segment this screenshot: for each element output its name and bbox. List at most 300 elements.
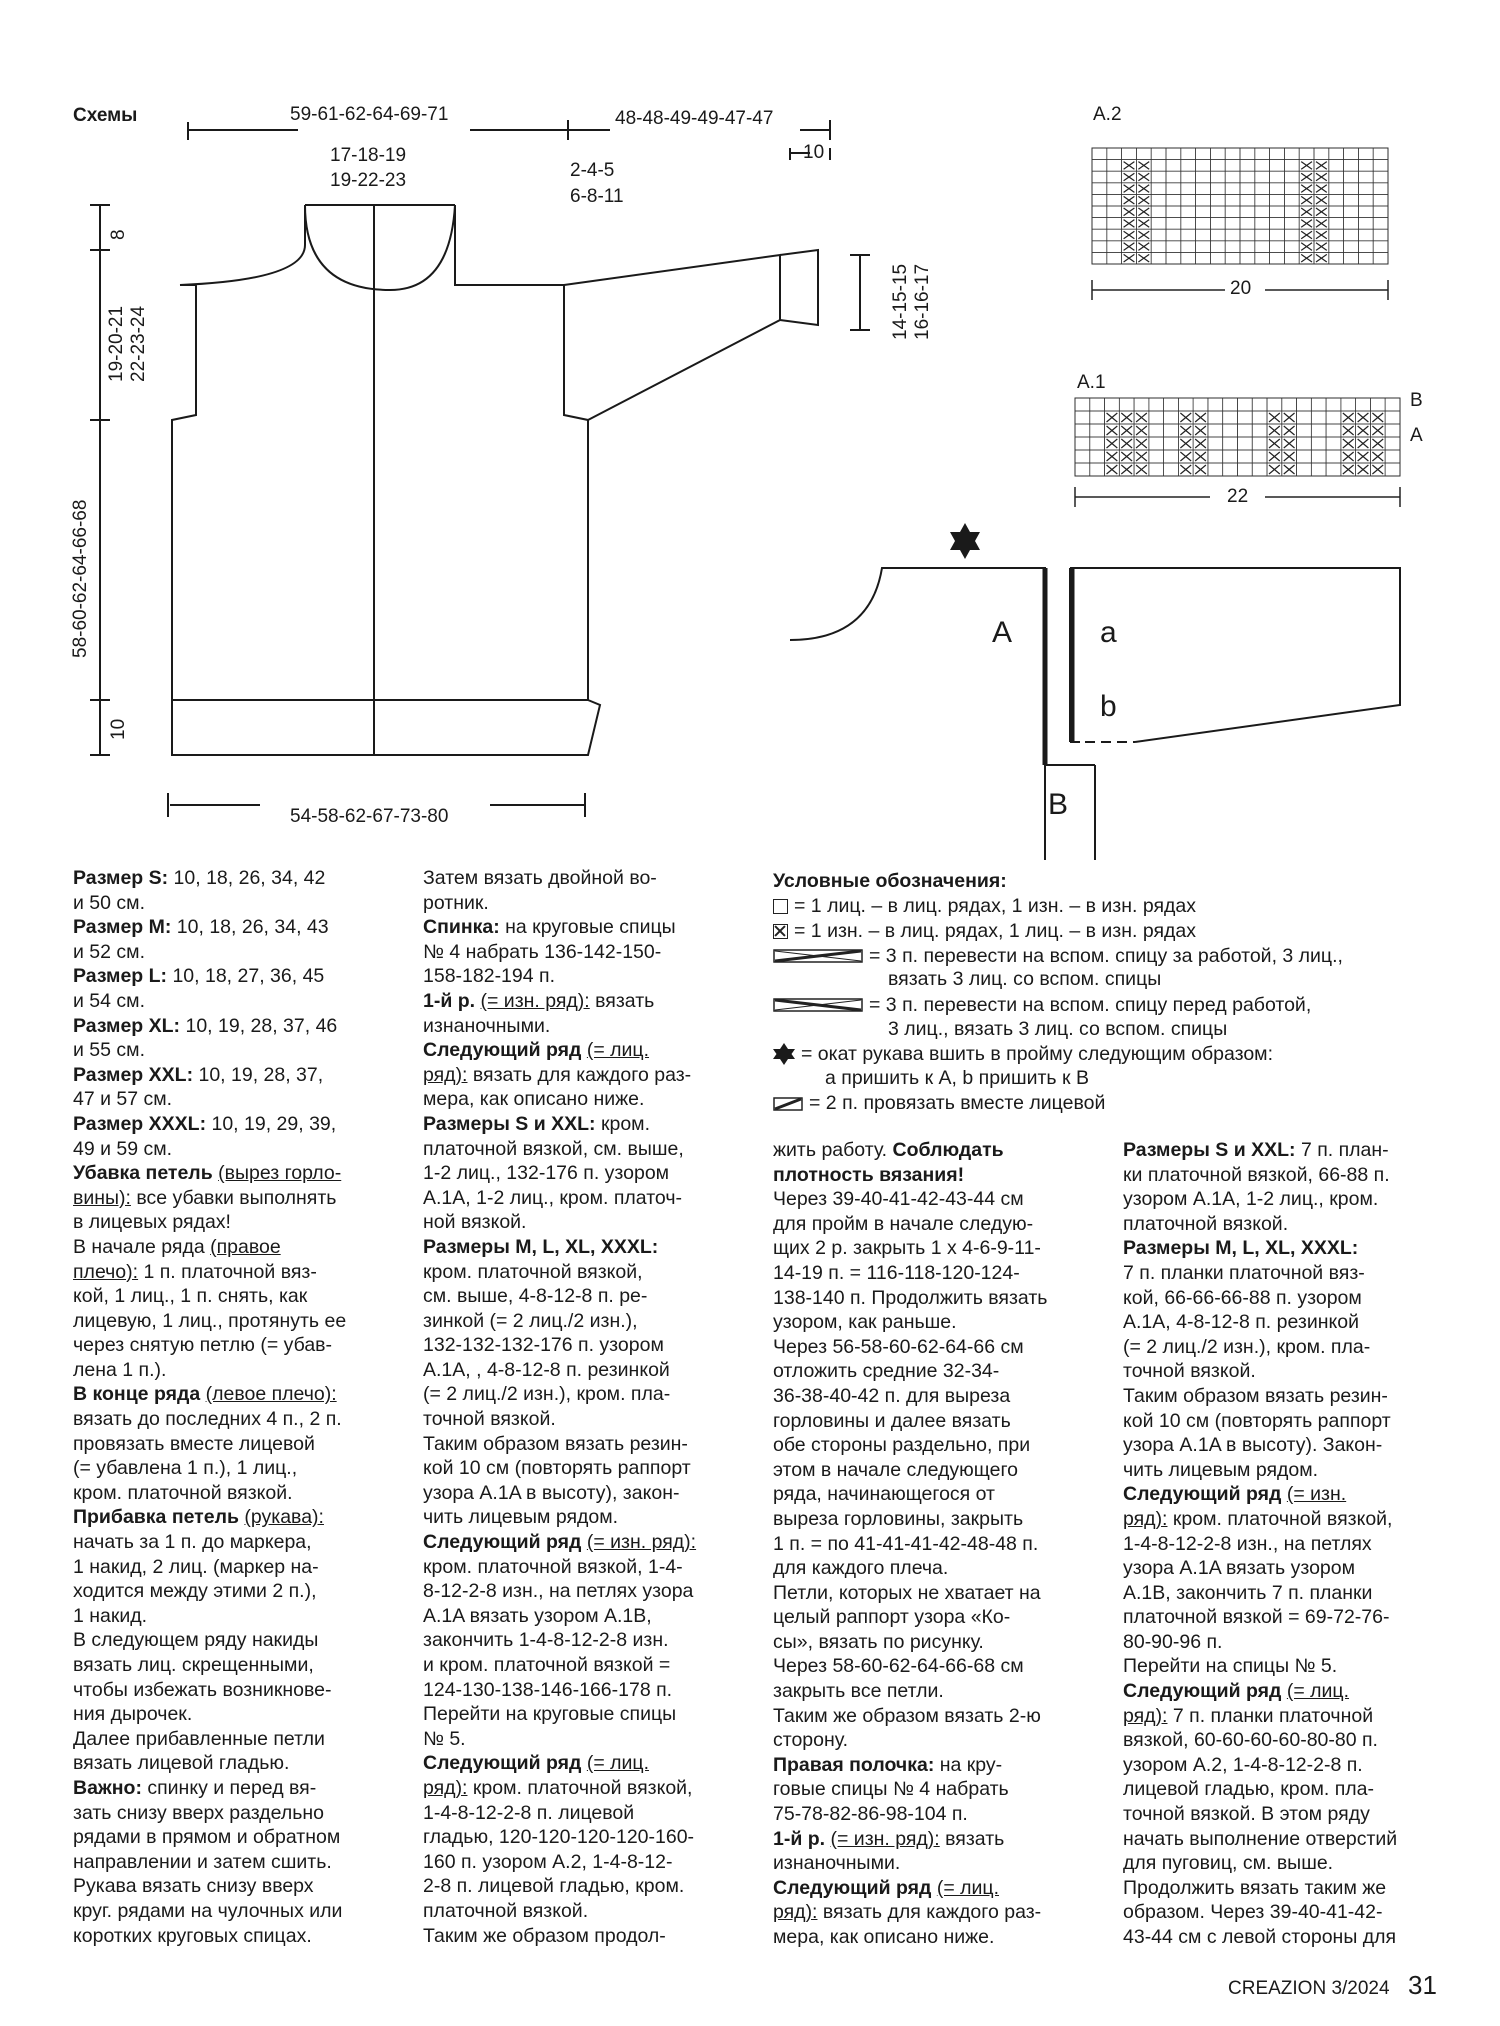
body-text: кром. платочной вязкой, [423,1260,643,1283]
chart-cell [1166,183,1181,195]
purl-mark [1316,254,1327,262]
chart-cell [1370,398,1385,411]
body-text: сторону. [773,1729,848,1752]
purl-mark [1269,426,1280,435]
bold-text: Следующий ряд [1123,1483,1282,1506]
chart-cell [1090,411,1105,424]
bold-text: Соблюдать [892,1139,1004,1161]
body-text: Перейти на круговые спицы [423,1703,677,1726]
body-text: изнаночными. [423,1014,551,1037]
underlined-text: (= изн. ряд): [586,1531,697,1554]
underlined-text: (= лиц. [936,1876,1000,1899]
body-text: образом. Через 39-40-41-42- [1123,1901,1383,1924]
chart-cell [1151,148,1166,160]
body-text: 49 и 59 см. [73,1137,173,1160]
chart-cell [1149,450,1164,463]
purl-mark [1107,413,1118,422]
body-text: гладью, 120-120-120-120-160- [423,1826,695,1849]
purl-mark [1195,439,1206,448]
chart-cell [1344,148,1359,160]
chart-cell [1075,450,1090,463]
chart-cell [1225,148,1240,160]
body-text: целый раппорт узора «Ко- [773,1606,1011,1629]
chart-cell [1105,398,1120,411]
purl-mark [1107,452,1118,461]
chart-cell [1358,194,1373,206]
body-text: Продолжить вязать таким же [1123,1876,1387,1899]
purl-mark [1301,220,1312,228]
body-text: A.1A, 4-8-12-8 п. резинкой [1123,1311,1359,1334]
chart-cell [1136,148,1151,160]
chart-cell [1164,463,1179,476]
chart-cell [1344,229,1359,241]
dim-top-sleeve: 48-48-49-49-47-47 [615,108,774,129]
purl-mark [1138,185,1149,193]
chart-cell [1240,241,1255,253]
body-text: кой 10 см (повторять раппорт [423,1457,691,1480]
body-text: точной вязкой. [1123,1360,1256,1383]
chart-cell [1373,160,1388,172]
purl-mark [1358,452,1369,461]
chart-cell [1107,183,1122,195]
underlined-text: плечо): [73,1260,139,1283]
chart-cell [1225,206,1240,218]
body-text: коротких круговых спицах. [73,1924,312,1947]
chart-cell [1164,411,1179,424]
chart-cell [1149,411,1164,424]
chart-cell [1385,398,1400,411]
body-text: A.1A, 1-2 лиц., кром. платоч- [423,1186,683,1209]
body-text: 7 п. план- [1295,1139,1389,1161]
chart-cell [1329,160,1344,172]
chart-cell [1107,194,1122,206]
purl-mark [1301,231,1312,239]
chart-cell [1107,252,1122,264]
chart-cell [1196,194,1211,206]
body-text: вязать лицевой гладью. [73,1752,290,1775]
chart-cell [1270,194,1285,206]
purl-mark [1195,452,1206,461]
chart-a1-label: A.1 [1077,372,1106,393]
purl-mark [1269,465,1280,474]
purl-mark [1269,452,1280,461]
purl-mark [1138,243,1149,251]
chart-cell [1151,229,1166,241]
body-text: 10, 18, 27, 36, 45 [167,965,325,988]
chart-cell [1341,398,1356,411]
chart-cell [1196,218,1211,230]
dim-left-8: 8 [108,229,129,240]
chart-cell [1297,424,1312,437]
chart-cell [1237,424,1252,437]
body-text: на кру- [934,1753,1003,1776]
body-text: 2-8 п. лицевой гладью, кром. [423,1875,685,1898]
chart-cell [1329,229,1344,241]
chart-cell [1178,398,1193,411]
purl-mark [1107,439,1118,448]
chart-cell [1166,252,1181,264]
body-text: сы», вязать по рисунку. [773,1630,984,1653]
dim-cuff-2: 16-16-17 [912,263,933,340]
chart-cell [1297,411,1312,424]
body-text: Затем вязать двойной во- [423,867,657,889]
underlined-text: (левое плечо): [205,1383,337,1406]
body-text: 14-19 п. = 116-118-120-124- [773,1261,1020,1284]
underlined-text: ряд): [773,1901,818,1924]
purl-mark [1372,452,1383,461]
chart-cell [1166,160,1181,172]
body-text: 158-182-194 п. [423,965,555,988]
chart-cell [1223,463,1238,476]
body-text: 1 п. = по 41-41-41-42-48-48 п. [773,1532,1039,1555]
chart-cell [1344,160,1359,172]
body-text: платочной вязкой. [423,1899,589,1922]
dim-top-body: 59-61-62-64-69-71 [290,104,449,125]
purl-mark [1124,173,1135,181]
body-text: 7 п. планки платочной вяз- [1123,1261,1365,1284]
body-text: 132-132-132-176 п. узором [423,1334,664,1357]
chart-cell [1193,398,1208,411]
bold-text: Размеры M, L, XL, XXXL: [1123,1237,1359,1260]
purl-mark [1343,465,1354,474]
dim-shoulder-2: 6-8-11 [570,186,624,207]
chart-cell [1223,424,1238,437]
schematic-diagram [0,0,1500,860]
body-text: 1 накид. [73,1604,148,1627]
bold-text: Следующий ряд [423,1752,582,1775]
body-text: 10, 19, 28, 37, [193,1063,324,1086]
text-column-4 [1123,1138,1443,1950]
chart-cell [1284,148,1299,160]
body-text: точной вязкой. [423,1408,556,1431]
body-text: говые спицы № 4 набрать [773,1778,1009,1801]
body-text: выреза горловины, закрыть [773,1507,1024,1530]
chart-cell [1181,183,1196,195]
body-text: 1 накид, 2 лиц. (маркер на- [73,1555,319,1578]
chart-cell [1358,160,1373,172]
purl-mark [1316,162,1327,170]
purl-mark [1284,439,1295,448]
chart-cell [1270,229,1285,241]
chart-cell [1151,206,1166,218]
purl-mark [1124,208,1135,216]
body-text: 47 и 57 см. [73,1088,173,1111]
chart-cell [1373,241,1388,253]
chart-cell [1284,183,1299,195]
body-text: ходится между этими 2 п.), [73,1580,317,1603]
chart-cell [1240,229,1255,241]
body-text: A.1B, закончить 7 п. планки [1123,1581,1373,1604]
chart-cell [1329,194,1344,206]
body-text: вязать [939,1827,1005,1850]
chart-cell [1164,424,1179,437]
purl-mark [1343,413,1354,422]
purl-mark [1284,413,1295,422]
chart-cell [1237,398,1252,411]
chart-cell [1344,241,1359,253]
chart-a1-width: 22 [1227,486,1249,507]
bold-text: Следующий ряд [1123,1680,1282,1703]
bold-text: Размер M: [73,916,172,939]
chart-cell [1196,171,1211,183]
body-text: 1 п. платочной вяз- [138,1260,317,1283]
chart-cell [1210,160,1225,172]
purl-mark [1180,465,1191,474]
legend-row-cont: 3 лиц., вязать 3 лиц. со вспом. спицы [888,1017,1228,1040]
chart-cell [1252,437,1267,450]
chart-cell [1297,437,1312,450]
purl-mark [1124,231,1135,239]
chart-cell [1151,241,1166,253]
chart-cell [1090,450,1105,463]
chart-cell [1270,171,1285,183]
underlined-text: (= лиц. [1286,1680,1350,1703]
legend-row: = окат рукава вшить в пройму следующим образом: [773,1042,1473,1067]
purl-mark [1107,465,1118,474]
chart-cell [1225,194,1240,206]
chart-cell [1196,183,1211,195]
body-text: 1-4-8-12-2-8 изн., на петлях [1123,1532,1372,1555]
body-text: кой 10 см (повторять раппорт [1123,1409,1391,1432]
chart-cell [1196,252,1211,264]
chart-cell [1149,437,1164,450]
chart-cell [1284,194,1299,206]
dim-left-arm-1: 19-20-21 [106,305,127,382]
body-text: кром. платочной вязкой, [467,1776,693,1799]
body-text: 80-90-96 п. [1123,1630,1223,1653]
chart-cell [1196,229,1211,241]
chart-cell [1252,398,1267,411]
chart-cell [1164,437,1179,450]
chart-cell [1255,206,1270,218]
chart-cell [1092,171,1107,183]
chart-cell [1255,229,1270,241]
assembly-label-b: b [1100,690,1117,723]
chart-cell [1223,437,1238,450]
chart-cell [1181,252,1196,264]
body-text: этом в начале следующего [773,1458,1019,1481]
chart-cell [1240,171,1255,183]
chart-cell [1210,194,1225,206]
purl-mark [1316,243,1327,251]
underlined-text: (вырез горло- [218,1162,342,1185]
chart-cell [1122,148,1137,160]
underlined-text: ряд): [1123,1507,1168,1530]
body-text: 75-78-82-86-98-104 п. [773,1803,968,1826]
bold-text: Важно: [73,1776,142,1799]
body-text: направлении и затем сшить. [73,1850,332,1873]
body-text: обе стороны раздельно, при [773,1434,1031,1457]
footer-page-number: 31 [1408,1970,1437,2000]
legend-row: = 3 п. перевести на вспом. спицу за работой, 3 лиц., [773,944,1473,969]
chart-cell [1075,463,1090,476]
chart-cell [1270,160,1285,172]
chart-cell [1385,437,1400,450]
chart-cell [1255,218,1270,230]
chart-cell [1151,218,1166,230]
assembly-lines [790,568,1400,860]
chart-cell [1252,424,1267,437]
purl-mark [1301,162,1312,170]
chart-a1-row-a: A [1410,425,1423,446]
body-text: ния дырочек. [73,1703,193,1726]
chart-cell [1090,424,1105,437]
chart-cell [1166,194,1181,206]
body-text: узором A.1A, 1-2 лиц., кром. [1123,1188,1379,1211]
underlined-text: (= лиц. [586,1752,650,1775]
chart-cell [1373,148,1388,160]
purl-mark [1121,439,1132,448]
chart-cell [1329,183,1344,195]
chart-cell [1210,241,1225,253]
underlined-text: ряд): [1123,1704,1168,1727]
body-text: круг. рядами на чулочных или [73,1899,343,1922]
legend [773,870,1473,1116]
chart-cell [1092,183,1107,195]
purl-mark [1301,254,1312,262]
chart-cell [1373,206,1388,218]
purl-mark [1138,220,1149,228]
body-text: 7 п. планки платочной [1167,1704,1374,1727]
chart-cell [1225,252,1240,264]
chart-cell [1373,252,1388,264]
k2tog-icon [773,1097,803,1111]
body-text: кром. платочной вязкой, 1-4- [423,1555,683,1578]
chart-cell [1240,160,1255,172]
chart-cell [1181,148,1196,160]
underlined-text: вины): [73,1186,131,1209]
chart-cell [1358,229,1373,241]
chart-cell [1358,183,1373,195]
cable-front-icon [773,998,863,1012]
bold-text: Следующий ряд [423,1039,582,1062]
chart-cell [1151,183,1166,195]
chart-cell [1344,183,1359,195]
body-text: вязать для каждого раз- [467,1063,692,1086]
body-text: горловины и далее вязать [773,1409,1011,1432]
body-text: начать за 1 п. до маркера, [73,1531,312,1554]
dim-sleeve-10: 10 [803,142,825,163]
body-text: Рукава вязать снизу вверх [73,1875,314,1898]
bold-text: Спинка: [423,916,500,939]
body-text: для каждого плеча. [773,1557,949,1580]
chart-cell [1181,218,1196,230]
chart-cell [1225,183,1240,195]
chart-cell [1151,194,1166,206]
chart-cell [1358,241,1373,253]
purl-mark [1138,173,1149,181]
body-text: кром. платочной вязкой. [73,1481,293,1504]
legend-row-cont: вязать 3 лиц. со вспом. спицы [888,968,1162,991]
chart-cell [1166,241,1181,253]
body-text: мера, как описано ниже. [773,1926,995,1948]
chart-cell [1252,450,1267,463]
body-text: вязать [589,989,655,1012]
chart-cell [1210,229,1225,241]
body-text: Таким образом вязать резин- [1123,1384,1388,1407]
chart-cell [1373,218,1388,230]
chart-cell [1344,206,1359,218]
body-text: в лицевых рядах! [73,1211,231,1234]
bold-text: В конце ряда [73,1383,201,1406]
chart-cell [1090,437,1105,450]
text-column-3 [773,1138,1093,1950]
chart-cell [1270,218,1285,230]
chart-cell [1092,218,1107,230]
chart-cell [1311,411,1326,424]
legend-title: Условные обозначения: [773,870,1007,892]
body-text: через снятую петлю (= убав- [73,1334,333,1357]
body-text: для пуговиц, см. выше. [1123,1852,1334,1875]
body-text: для пройм в начале следую- [773,1212,1034,1235]
dim-shoulder-1: 2-4-5 [570,160,615,181]
legend-row: = 1 лиц. – в лиц. рядах, 1 изн. – в изн. рядах [773,895,1473,920]
chart-cell [1196,206,1211,218]
chart-cell [1196,241,1211,253]
chart-cell [1358,206,1373,218]
chart-cell [1344,171,1359,183]
chart-cell [1107,206,1122,218]
chart-cell [1210,171,1225,183]
bold-text: Прибавка петель [73,1506,239,1529]
body-text: Таким же образом вязать 2-ю [773,1704,1041,1727]
chart-cell [1181,194,1196,206]
purl-mark [1372,426,1383,435]
bold-text: Размер L: [73,965,168,988]
chart-cell [1255,241,1270,253]
bold-text: Правая полочка: [773,1753,935,1776]
purl-mark [1301,185,1312,193]
body-text: чить лицевым рядом. [1123,1458,1319,1481]
chart-cell [1225,241,1240,253]
chart-cell [1284,160,1299,172]
purl-mark [1358,465,1369,474]
purl-mark [1269,439,1280,448]
body-text: щих 2 р. закрыть 1 x 4-6-9-11- [773,1237,1041,1260]
purl-mark [1136,426,1147,435]
purl-mark [1195,465,1206,474]
chart-cell [1181,241,1196,253]
body-text: ки платочной вязкой, 66-88 п. [1123,1163,1390,1186]
dim-left-10: 10 [108,718,129,740]
purl-mark [1372,413,1383,422]
chart-cell [1270,183,1285,195]
chart-cell [1344,252,1359,264]
chart-cell [1090,398,1105,411]
footer-magazine: CREAZION 3/2024 [1228,1978,1390,1999]
chart-cell [1358,252,1373,264]
chart-cell [1385,424,1400,437]
chart-a1-row-b: B [1410,390,1423,411]
purl-mark [1136,452,1147,461]
chart-cell [1210,252,1225,264]
assembly-label-a: a [1100,616,1117,649]
legend-row-cont: a пришить к A, b пришить к B [825,1066,1089,1089]
purl-mark [1138,196,1149,204]
chart-cell [1107,218,1122,230]
chart-cell [1107,160,1122,172]
chart-cell [1237,411,1252,424]
chart-cell [1255,183,1270,195]
purl-mark [1358,439,1369,448]
dim-left-total: 58-60-62-64-66-68 [70,499,91,658]
chart-cell [1225,160,1240,172]
body-text: провязать вместе лицевой [73,1432,315,1455]
body-text: Через 56-58-60-62-64-66 см [773,1335,1024,1358]
chart-cell [1329,148,1344,160]
purl-mark [1343,426,1354,435]
body-text: 8-12-2-8 изн., на петлях узора [423,1580,694,1603]
